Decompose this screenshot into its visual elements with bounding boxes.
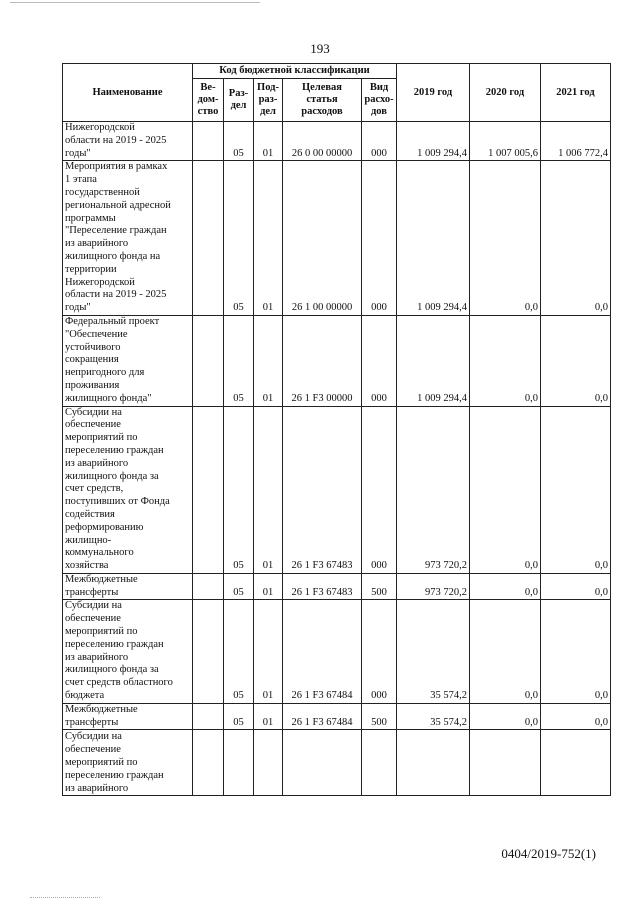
cell-name: Субсидии на обеспечение мероприятий по переселению граждан из аварийного жилищного фонда за счет средств областного бюджета	[63, 600, 193, 703]
cell-name: Межбюджетные трансферты	[63, 573, 193, 600]
table-row	[63, 315, 611, 406]
cell-vedomstvo	[193, 315, 224, 406]
cell-vedomstvo	[193, 406, 224, 573]
cell-2019	[397, 730, 470, 796]
cell-2020: 0,0	[470, 573, 541, 600]
cell-vedomstvo	[193, 730, 224, 796]
cell-2021: 0,0	[541, 315, 611, 406]
cell-expense-type	[362, 730, 397, 796]
cell-2020: 0,0	[470, 600, 541, 703]
table-row	[63, 600, 611, 703]
table-row	[63, 730, 611, 796]
table-row	[63, 161, 611, 316]
cell-2020: 0,0	[470, 315, 541, 406]
table-row	[63, 406, 611, 573]
cell-expense-type: 000	[362, 122, 397, 161]
cell-target-article: 26 1 F3 67484	[283, 600, 362, 703]
bottom-scan-mark	[30, 897, 100, 898]
cell-razdel: 05	[224, 600, 254, 703]
cell-expense-type: 000	[362, 406, 397, 573]
cell-2019: 973 720,2	[397, 406, 470, 573]
cell-podrazdel: 01	[254, 406, 283, 573]
cell-2020: 0,0	[470, 406, 541, 573]
cell-2020: 0,0	[470, 703, 541, 730]
cell-2021: 0,0	[541, 600, 611, 703]
document-code: 0404/2019-752(1)	[501, 846, 596, 861]
cell-razdel: 05	[224, 703, 254, 730]
cell-2019: 1 009 294,4	[397, 315, 470, 406]
cell-2019: 1 009 294,4	[397, 161, 470, 316]
cell-podrazdel	[254, 730, 283, 796]
header-podrazdel: Под- раз- дел	[254, 79, 283, 122]
header-budget-code-group: Код бюджетной классификации	[193, 64, 397, 79]
cell-target-article: 26 1 F3 67483	[283, 573, 362, 600]
cell-target-article: 26 1 F3 67483	[283, 406, 362, 573]
cell-target-article: 26 0 00 00000	[283, 122, 362, 161]
cell-2021	[541, 730, 611, 796]
cell-razdel: 05	[224, 122, 254, 161]
cell-2020: 0,0	[470, 161, 541, 316]
cell-target-article: 26 1 00 00000	[283, 161, 362, 316]
cell-target-article	[283, 730, 362, 796]
cell-expense-type: 000	[362, 161, 397, 316]
cell-name: Нижегородской области на 2019 - 2025 годы"	[63, 122, 193, 161]
header-2019: 2019 год	[397, 64, 470, 122]
cell-vedomstvo	[193, 573, 224, 600]
cell-2021: 0,0	[541, 703, 611, 730]
cell-2019: 35 574,2	[397, 703, 470, 730]
cell-target-article: 26 1 F3 67484	[283, 703, 362, 730]
cell-2021: 0,0	[541, 573, 611, 600]
cell-podrazdel: 01	[254, 600, 283, 703]
cell-vedomstvo	[193, 600, 224, 703]
cell-expense-type: 500	[362, 573, 397, 600]
budget-table	[62, 63, 611, 796]
cell-expense-type: 500	[362, 703, 397, 730]
cell-expense-type: 000	[362, 600, 397, 703]
cell-2021: 0,0	[541, 161, 611, 316]
cell-2020: 1 007 005,6	[470, 122, 541, 161]
cell-podrazdel: 01	[254, 315, 283, 406]
cell-name: Федеральный проект "Обеспечение устойчивого сокращения непригодного для проживания жилищного фонда"	[63, 315, 193, 406]
cell-vedomstvo	[193, 703, 224, 730]
cell-razdel: 05	[224, 573, 254, 600]
header-2021: 2021 год	[541, 64, 611, 122]
table-row	[63, 703, 611, 730]
cell-2019: 35 574,2	[397, 600, 470, 703]
header-2020: 2020 год	[470, 64, 541, 122]
cell-2021: 0,0	[541, 406, 611, 573]
cell-podrazdel: 01	[254, 122, 283, 161]
header-expense-type: Вид расхо- дов	[362, 79, 397, 122]
table-row	[63, 573, 611, 600]
header-name: Наименование	[63, 64, 193, 122]
cell-razdel: 05	[224, 406, 254, 573]
cell-razdel	[224, 730, 254, 796]
cell-name: Субсидии на обеспечение мероприятий по переселению граждан из аварийного жилищного фонда за счет средств, поступивших от Фонда содействия реформированию жилищно- коммунального хозяйства	[63, 406, 193, 573]
header-vedomstvo: Ве- дом- ство	[193, 79, 224, 122]
page-number: 193	[310, 41, 330, 56]
cell-2020	[470, 730, 541, 796]
cell-name: Межбюджетные трансферты	[63, 703, 193, 730]
table-body	[63, 122, 611, 796]
cell-2021: 1 006 772,4	[541, 122, 611, 161]
table-row	[63, 122, 611, 161]
cell-podrazdel: 01	[254, 573, 283, 600]
cell-name: Мероприятия в рамках 1 этапа государственной региональной адресной программы "Переселение граждан из аварийного жилищного фонда на территории Нижегородской области на 2019 - 2025 годы"	[63, 161, 193, 316]
cell-vedomstvo	[193, 122, 224, 161]
cell-target-article: 26 1 F3 00000	[283, 315, 362, 406]
cell-2019: 973 720,2	[397, 573, 470, 600]
cell-expense-type: 000	[362, 315, 397, 406]
cell-vedomstvo	[193, 161, 224, 316]
cell-podrazdel: 01	[254, 703, 283, 730]
cell-name: Субсидии на обеспечение мероприятий по переселению граждан из аварийного	[63, 730, 193, 796]
header-target-article: Целевая статья расходов	[283, 79, 362, 122]
cell-razdel: 05	[224, 315, 254, 406]
top-scan-rule	[10, 2, 260, 3]
header-razdel: Раз- дел	[224, 79, 254, 122]
cell-2019: 1 009 294,4	[397, 122, 470, 161]
cell-podrazdel: 01	[254, 161, 283, 316]
cell-razdel: 05	[224, 161, 254, 316]
